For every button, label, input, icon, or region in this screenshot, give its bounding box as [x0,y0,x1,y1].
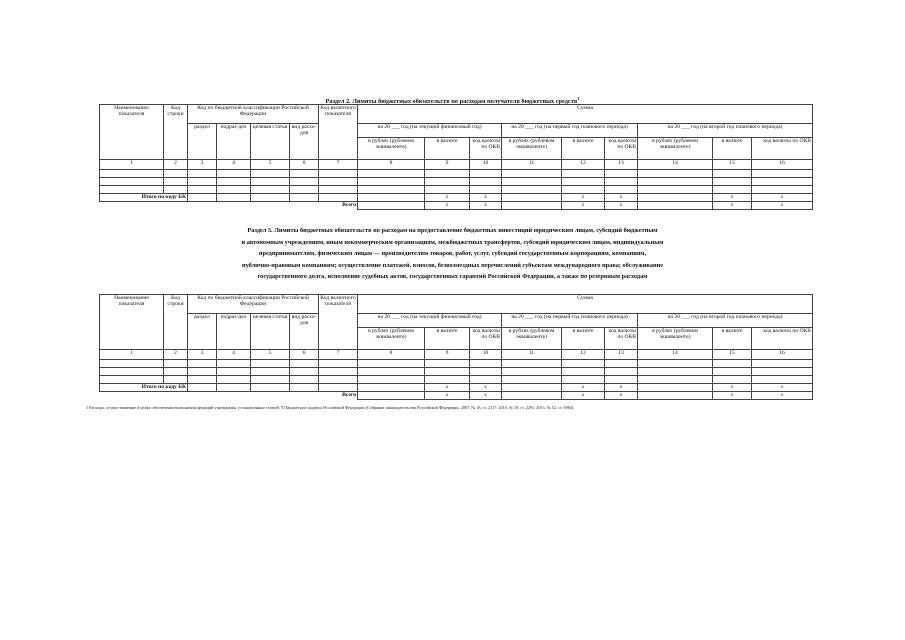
header-bk-expense: вид расхо-дов [290,314,319,350]
header-currency: в валюте [713,138,752,160]
header-rub: в рублях (рублевом эквиваленте) [638,138,713,160]
header-bk: Код по бюджетной классификации Российской Федерации [188,295,319,314]
header-code: Код строки [164,105,188,160]
total-all-row: Всего x x x x x x [100,392,813,400]
header-rub: в рублях (рублевом эквиваленте) [638,328,713,350]
header-bk: Код по бюджетной классификации Российской Федерации [188,105,319,124]
header-bk-section: раздел [188,124,217,160]
header-currency: в валюте [562,138,605,160]
table-row [100,170,813,178]
header-currency-indicator: Код валютного показателя [319,295,358,350]
table-row [100,186,813,194]
header-okv: код валюты по ОКВ [752,138,813,160]
header-okv: код валюты по ОКВ [470,138,502,160]
header-sum: Сумма [358,295,813,314]
header-name: Наименование показателя [100,295,164,350]
header-year-current: на 20 ___ год (на текущий финансовый год) [358,314,502,328]
table-row [100,368,813,376]
header-bk-target: целевая статья [251,124,290,160]
header-currency: в валюте [425,138,470,160]
section-2-table [99,104,813,210]
total-bk-row: Итого по коду БК x x x x x x [100,384,813,392]
header-rub: в рублях (рублевом эквиваленте) [502,138,562,160]
table-row [100,178,813,186]
header-currency: в валюте [713,328,752,350]
header-rub: в рублях (рублевом эквиваленте) [358,328,425,350]
header-rub: в рублях (рублевом эквиваленте) [358,138,425,160]
header-bk-subsection: подраз-дел [217,314,251,350]
total-all-row: Всего x x x x x x [100,202,813,210]
header-year-first: на 20 ___ год (на первый год планового периода) [502,124,638,138]
header-name: Наименование показателя [100,105,164,160]
header-year-current: на 20 ___ год (на текущий финансовый год) [358,124,502,138]
header-okv: код валюты по ОКВ [470,328,502,350]
header-okv: код валюты по ОКВ [605,138,638,160]
header-year-second: на 20 ___ год (на второй год планового периода) [638,314,813,328]
header-currency: в валюте [562,328,605,350]
header-bk-section: раздел [188,314,217,350]
header-year-first: на 20 ___ год (на первый год планового периода) [502,314,638,328]
section-3-title: Раздел 3. Лимиты бюджетных обязательств по расходам на предоставление бюджетных инвестиций юридическим лицам, субсидий бюджетным и автономным учреждениям, иным некоммерческим организациям, межбюджетных трансфертов, субсидий юридическим лицам, индивидуальным предпринимателям, физическим лицам — производителям товаров, работ, услуг, субсидий государственным корпорациям, компаниям, публично-правовым компаниям; осуществление платежей, взносов, безвозмездных перечислений субъектам международного права; обслуживание государственного долга, исполнение судебных актов, государственных гарантий Российской Федерации, а также по резервным расходам [241,227,664,281]
header-year-second: на 20 ___ год (на второй год планового периода) [638,124,813,138]
header-currency-indicator: Код валютного показателя [319,105,358,160]
section-2-title: Раздел 2. Лимиты бюджетных обязательств по расходам получателя бюджетных средств$^1$ [325,96,580,106]
header-okv: код валюты по ОКВ [752,328,813,350]
total-bk-row: Итого по коду БК x x x x x x [100,194,813,202]
table-row [100,376,813,384]
header-bk-expense: вид расхо-дов [290,124,319,160]
footnote: 1 Расходы, осуществляемые в целях обеспечения выполнения функций учреждения, установленные статьей 70 Бюджетного кодекса Российской Федерации (Собрание законодательства Российской Федерации, 2007, № 18, ст. 2117; 2010, № 19, ст. 2291; 2013, № 52, ст. 6983). [86,405,575,410]
header-bk-subsection: подраз-дел [217,124,251,160]
header-currency: в валюте [425,328,470,350]
column-numbers-row: 1 2 3 4 5 6 7 8 9 10 11 12 13 14 15 16 [100,350,813,360]
header-sum: Сумма [358,105,813,124]
header-rub: в рублях (рублевом эквиваленте) [502,328,562,350]
section-3-table [99,294,813,400]
header-okv: код валюты по ОКВ [605,328,638,350]
table-row [100,360,813,368]
column-numbers-row: 1 2 3 4 5 6 7 8 9 10 11 12 13 14 15 16 [100,160,813,170]
header-code: Код строки [164,295,188,350]
header-bk-target: целевая статья [251,314,290,350]
